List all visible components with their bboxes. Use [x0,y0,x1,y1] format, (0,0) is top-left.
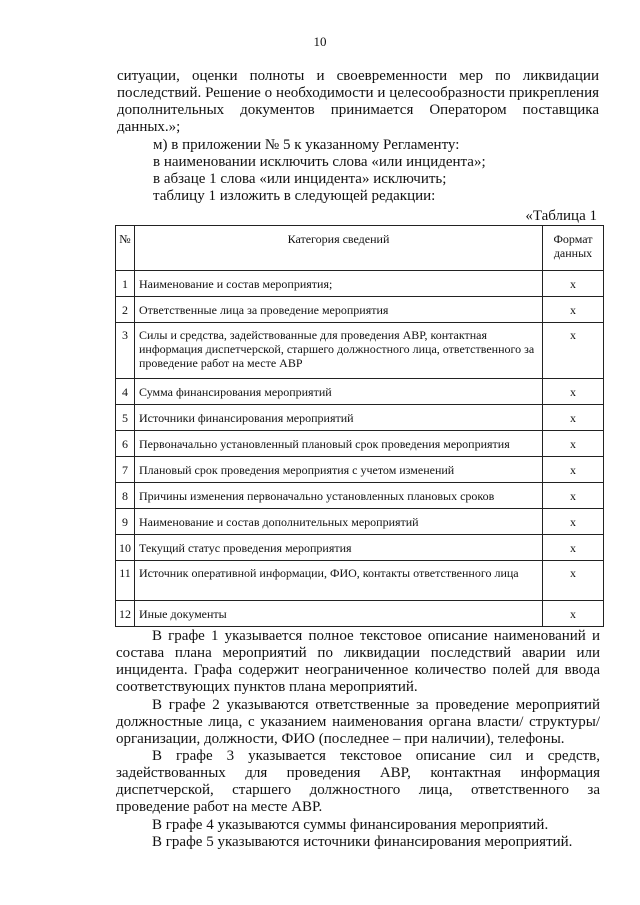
table-row [116,431,604,457]
row-text: Сумма финансирования мероприятий [135,379,543,405]
table-row [116,483,604,509]
intro-line: ситуации, оценки полноты и своевременности мер по ликвидации [117,68,599,84]
row-format: x [543,271,604,297]
row-text: Источник оперативной информации, ФИО, контакты ответственного лица [135,561,543,601]
outro-line: проведение работ на месте АВР. [116,799,323,815]
row-num: 2 [116,297,135,323]
table-row [116,323,604,379]
row-text: Иные документы [135,601,543,627]
row-format: x [543,509,604,535]
row-format: x [543,483,604,509]
amendment-line: м) в приложении № 5 к указанному Регламенту: [153,137,460,153]
outro-line: должностные лица, с указанием наименования органа власти/ структуры/ [116,714,600,730]
amendment-line: в наименовании исключить слова «или инцидента»; [153,154,486,170]
row-format: x [543,405,604,431]
table-row [116,601,604,627]
table-caption: «Таблица 1 [525,208,597,224]
outro-paragraph-2 [116,697,600,748]
amendment-block [153,137,603,205]
row-num: 8 [116,483,135,509]
row-text: Наименование и состав мероприятия; [135,271,543,297]
row-format: x [543,457,604,483]
row-num: 10 [116,535,135,561]
page-number: 10 [313,34,327,49]
outro-line: соответствующих пунктов плана мероприятий. [116,679,418,695]
outro-paragraph-4 [116,817,600,834]
row-format: x [543,297,604,323]
intro-line: данных.»; [117,119,181,135]
outro-line: диспетчерской, старшего должностного лица, ответственного за [116,782,600,798]
column-header-num: № [116,226,135,271]
amendment-line: таблицу 1 изложить в следующей редакции: [153,188,436,204]
table-row [116,379,604,405]
intro-line: дополнительных документов принимается Оператором поставщика [117,102,599,118]
outro-paragraph-3 [116,748,600,816]
outro-line: организации, должности, ФИО (последнее – при наличии), телефоны. [116,731,565,747]
row-text: Силы и средства, задействованные для проведения АВР, контактная информация диспетчерской, старшего должностного лица, ответственного за проведение работ на месте АВР [135,323,543,379]
category-table [115,225,604,627]
table-row [116,271,604,297]
row-text: Плановый срок проведения мероприятия с учетом изменений [135,457,543,483]
row-format: x [543,535,604,561]
table-row [116,535,604,561]
table-row [116,561,604,601]
table-row [116,509,604,535]
column-header-format: Формат данных [543,226,604,271]
row-num: 9 [116,509,135,535]
outro-paragraph-1 [116,628,600,696]
outro-line: В графе 5 указываются источники финансирования мероприятий. [152,834,573,850]
outro-line: В графе 4 указываются суммы финансирования мероприятий. [152,817,549,833]
row-num: 11 [116,561,135,601]
row-text: Наименование и состав дополнительных мероприятий [135,509,543,535]
row-num: 5 [116,405,135,431]
row-num: 3 [116,323,135,379]
row-num: 12 [116,601,135,627]
table-row [116,405,604,431]
amendment-line: в абзаце 1 слова «или инцидента» исключить; [153,171,447,187]
row-text: Источники финансирования мероприятий [135,405,543,431]
outro-line: состава плана мероприятий по ликвидации последствий аварии или [116,645,600,661]
row-text: Причины изменения первоначально установленных плановых сроков [135,483,543,509]
outro-line: В графе 3 указывается текстовое описание сил и средств, [152,748,600,764]
row-format: x [543,431,604,457]
row-num: 1 [116,271,135,297]
outro-line: В графе 2 указываются ответственные за проведение мероприятий [152,697,600,713]
row-num: 7 [116,457,135,483]
row-format: x [543,601,604,627]
outro-paragraph-5 [116,834,600,851]
column-header-category: Категория сведений [135,226,543,271]
row-format: x [543,323,604,379]
intro-line: последствий. Решение о необходимости и целесообразности прикрепления [117,85,599,101]
outro-line: инцидента. Графа содержит неограниченное количество полей для ввода [116,662,600,678]
outro-line: задействованных для проведения АВР, контактная информация [116,765,600,781]
row-text: Ответственные лица за проведение мероприятия [135,297,543,323]
outro-line: В графе 1 указывается полное текстовое описание наименований и [152,628,600,644]
row-format: x [543,561,604,601]
table-row [116,457,604,483]
table-row [116,297,604,323]
row-text: Текущий статус проведения мероприятия [135,535,543,561]
row-format: x [543,379,604,405]
row-num: 6 [116,431,135,457]
row-text: Первоначально установленный плановый срок проведения мероприятия [135,431,543,457]
row-num: 4 [116,379,135,405]
intro-paragraph [117,68,599,136]
